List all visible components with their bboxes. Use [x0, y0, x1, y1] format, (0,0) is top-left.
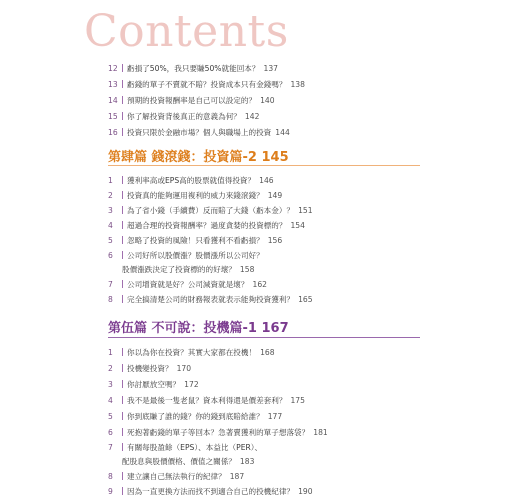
entry-number: 12	[108, 64, 118, 73]
toc-entry[interactable]	[108, 235, 282, 247]
entry-number: 9	[108, 487, 113, 496]
entry-text: 死抱著虧錢的單子等回本？急著賣獲利的單子想落袋？	[127, 428, 310, 437]
entry-page: 149	[267, 191, 283, 200]
page-title: Contents	[84, 6, 289, 57]
entry-bar	[122, 396, 123, 404]
entry-number: 14	[108, 96, 118, 105]
entry-page: 181	[313, 428, 328, 437]
entry-text: 你了解投資背後真正的意義為何？	[127, 112, 241, 121]
entry-page: 138	[290, 80, 305, 89]
entry-page: 154	[290, 221, 305, 230]
toc-entry[interactable]	[108, 175, 274, 187]
toc-entry[interactable]	[108, 95, 275, 107]
entry-text: 忽略了投資的風險！只看獲利不看虧損？	[127, 236, 264, 245]
toc-entry[interactable]	[108, 411, 282, 423]
toc-entry-continued[interactable]	[122, 264, 254, 276]
toc-entry[interactable]	[108, 190, 282, 202]
entry-page: 190	[298, 487, 313, 496]
entry-text: 公司增資就是好？公司減資就是壞？	[127, 280, 249, 289]
entry-number: 5	[108, 236, 113, 245]
entry-page: 144	[275, 128, 290, 137]
entry-bar	[122, 428, 123, 436]
entry-number: 1	[108, 348, 113, 357]
entry-bar	[122, 348, 123, 356]
entry-text: 投資只限於金融市場？個人與職場上的投資	[127, 128, 272, 137]
section-divider	[108, 337, 420, 338]
entry-bar	[122, 443, 123, 451]
section-divider	[108, 165, 420, 166]
entry-number: 3	[108, 380, 113, 389]
entry-number: 6	[108, 428, 113, 437]
entry-number: 4	[108, 396, 113, 405]
entry-page: 142	[244, 112, 260, 121]
entry-page: 162	[252, 280, 267, 289]
toc-entry[interactable]	[108, 220, 305, 232]
entry-bar	[122, 412, 123, 420]
entry-text: 投資真的能夠運用複利的威力來錢滾錢？	[127, 191, 264, 200]
entry-text: 你以為你在投資？其實大家都在投機！	[127, 348, 257, 357]
toc-entry[interactable]	[108, 63, 278, 75]
entry-page: 175	[290, 396, 305, 405]
entry-text: 獲利率高或EPS高的股票就值得投資？	[127, 176, 256, 185]
entry-text: 超過合理的投資報酬率？過度貪婪的投資標的？	[127, 221, 287, 230]
entry-bar	[122, 80, 123, 88]
entry-text: 建立讓自己無法執行的紀律？	[127, 472, 226, 481]
toc-entry[interactable]	[108, 486, 313, 498]
toc-entry[interactable]	[108, 279, 267, 291]
toc-entry[interactable]	[108, 79, 305, 91]
entry-bar	[122, 487, 123, 495]
part-heading[interactable]: 第肆篇 錢滾錢：投資篇-2 145	[108, 150, 289, 165]
entry-bar	[122, 364, 123, 372]
entry-bar	[122, 191, 123, 199]
entry-page: 158	[239, 265, 255, 274]
entry-page: 168	[260, 348, 275, 357]
entry-number: 15	[108, 112, 118, 121]
entry-number: 2	[108, 364, 113, 373]
toc-entry[interactable]	[108, 127, 290, 139]
entry-bar	[122, 96, 123, 104]
entry-bar	[122, 251, 123, 259]
entry-number: 7	[108, 280, 113, 289]
toc-entry-continued[interactable]	[122, 456, 254, 468]
toc-entry[interactable]	[108, 347, 275, 359]
part-heading[interactable]: 第伍篇 不可說：投機篇-1 167	[108, 321, 289, 336]
entry-bar	[122, 472, 123, 480]
entry-text: 股價漲跌決定了投資標的的好壞？	[122, 265, 236, 274]
toc-entry[interactable]	[108, 379, 199, 391]
entry-text: 預期的投資報酬率是自己可以設定的？	[127, 96, 257, 105]
entry-bar	[122, 221, 123, 229]
entry-text: 投機變投資？	[127, 364, 173, 373]
entry-page: 172	[184, 380, 199, 389]
entry-text: 我不是最後一隻老鼠？資本利得還是價差套利？	[127, 396, 287, 405]
entry-page: 170	[176, 364, 192, 373]
entry-number: 6	[108, 251, 113, 260]
toc-entry[interactable]	[108, 250, 268, 262]
entry-page: 146	[259, 176, 274, 185]
entry-page: 165	[298, 295, 313, 304]
toc-entry[interactable]	[108, 294, 313, 306]
entry-page: 183	[239, 457, 255, 466]
entry-bar	[122, 128, 123, 136]
toc-entry[interactable]	[108, 111, 259, 123]
entry-text: 配股息與股價價格、價值之關係？	[122, 457, 236, 466]
entry-number: 7	[108, 443, 113, 452]
entry-text: 為了省小錢（手續費）反而賠了大錢（虧本金）？	[127, 206, 295, 215]
entry-page: 151	[298, 206, 313, 215]
entry-bar	[122, 236, 123, 244]
entry-number: 5	[108, 412, 113, 421]
entry-page: 177	[267, 412, 283, 421]
entry-text: 公司好所以股價漲？股價漲所以公司好？	[127, 251, 264, 260]
toc-entry[interactable]	[108, 363, 191, 375]
entry-text: 完全搞清楚公司的財務報表就表示能夠投資獲利？	[127, 295, 295, 304]
entry-number: 8	[108, 472, 113, 481]
entry-bar	[122, 112, 123, 120]
entry-text: 虧損了50%，我只要賺50%就能回本？	[127, 64, 260, 73]
toc-entry[interactable]	[108, 427, 328, 439]
entry-number: 13	[108, 80, 118, 89]
entry-text: 因為一直更換方法而找不到適合自己的投機紀律？	[127, 487, 295, 496]
entry-number: 1	[108, 176, 113, 185]
entry-number: 4	[108, 221, 113, 230]
entry-text: 虧錢的單子不賣就不賠？投資成本只有金錢嗎？	[127, 80, 287, 89]
entry-number: 16	[108, 128, 118, 137]
entry-number: 3	[108, 206, 113, 215]
entry-number: 2	[108, 191, 113, 200]
entry-bar	[122, 295, 123, 303]
entry-page: 140	[260, 96, 275, 105]
toc-entry[interactable]	[108, 471, 244, 483]
entry-page: 137	[263, 64, 278, 73]
entry-bar	[122, 64, 123, 72]
entry-page: 156	[267, 236, 283, 245]
entry-bar	[122, 176, 123, 184]
entry-bar	[122, 280, 123, 288]
entry-text: 你討厭放空嗎？	[127, 380, 181, 389]
entry-bar	[122, 380, 123, 388]
entry-page: 187	[229, 472, 245, 481]
toc-entry[interactable]	[108, 395, 305, 407]
entry-number: 8	[108, 295, 113, 304]
entry-text: 有關每股盈餘（EPS）、本益比（PER）、	[127, 443, 263, 452]
entry-text: 你到底賺了誰的錢？你的錢到底賠給誰？	[127, 412, 264, 421]
entry-bar	[122, 206, 123, 214]
toc-entry[interactable]	[108, 442, 266, 454]
toc-entry[interactable]	[108, 205, 313, 217]
